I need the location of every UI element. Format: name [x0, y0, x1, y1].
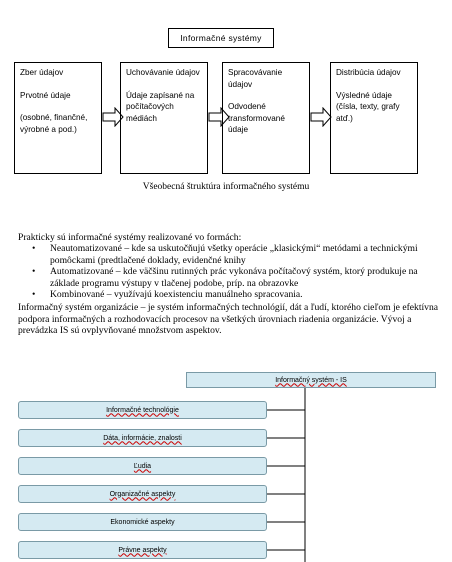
box-label: Uchovávanie údajov [126, 68, 200, 77]
org-paragraph: Informačný systém organizácie – je systém informačných technológií, dát a ľudí, ktorého cieľom je efektívna podpora informačných a rozhodovacích procesov na všetkých úrovniach riadenia organizácie. Vývoj a prevádzka IS sú ovplyvňované množstvom aspektov. [18, 302, 439, 337]
list-item: • Automatizované – kde väčšinu rutinných prác vykonáva počítačový systém, ktorý produkuje na základe programu výstupy v tlačenej podobe, príp. na obrazovke [38, 266, 438, 289]
diagram-caption: Všeobecná štruktúra informačného systému [142, 182, 310, 192]
tree-item: Organizačné aspekty [18, 485, 267, 503]
tree-item: Dáta, informácie, znalosti [18, 429, 267, 447]
tree-item: Ekonomické aspekty [18, 513, 267, 531]
box-label: Distribúcia údajov [336, 68, 401, 77]
box-content: Prvotné údaje [20, 90, 71, 100]
tree-head: Informačný systém - IS [186, 372, 436, 388]
intro-text: Prakticky sú informačné systémy realizované vo formách: [18, 232, 242, 243]
box-label: Spracovávanie údajov [228, 68, 283, 89]
tree-item: Ľudia [18, 457, 267, 475]
box-content: (osobné, finančné, výrobné a pod.) [20, 113, 88, 134]
tree-item: Informačné technológie [18, 401, 267, 419]
tree-item: Právne aspekty [18, 541, 267, 559]
list-item: • Kombinované – využívajú koexistenciu manuálneho spracovania. [38, 289, 438, 301]
box-content: Výsledné údaje (čísla, texty, grafy atď.) [336, 90, 400, 123]
list-item: • Neautomatizované – kde sa uskutočňujú všetky operácie „klasickými“ metódami a technickými pomôckami (predtlačené doklady, evidenčné knihy [38, 243, 438, 266]
box-label: Zber údajov [20, 68, 64, 77]
diagram-title: Informačné systémy [168, 28, 274, 48]
box-content: Údaje zapísané na počítačových médiách [126, 90, 195, 123]
box-content: Odvodené transformované údaje [228, 102, 285, 134]
